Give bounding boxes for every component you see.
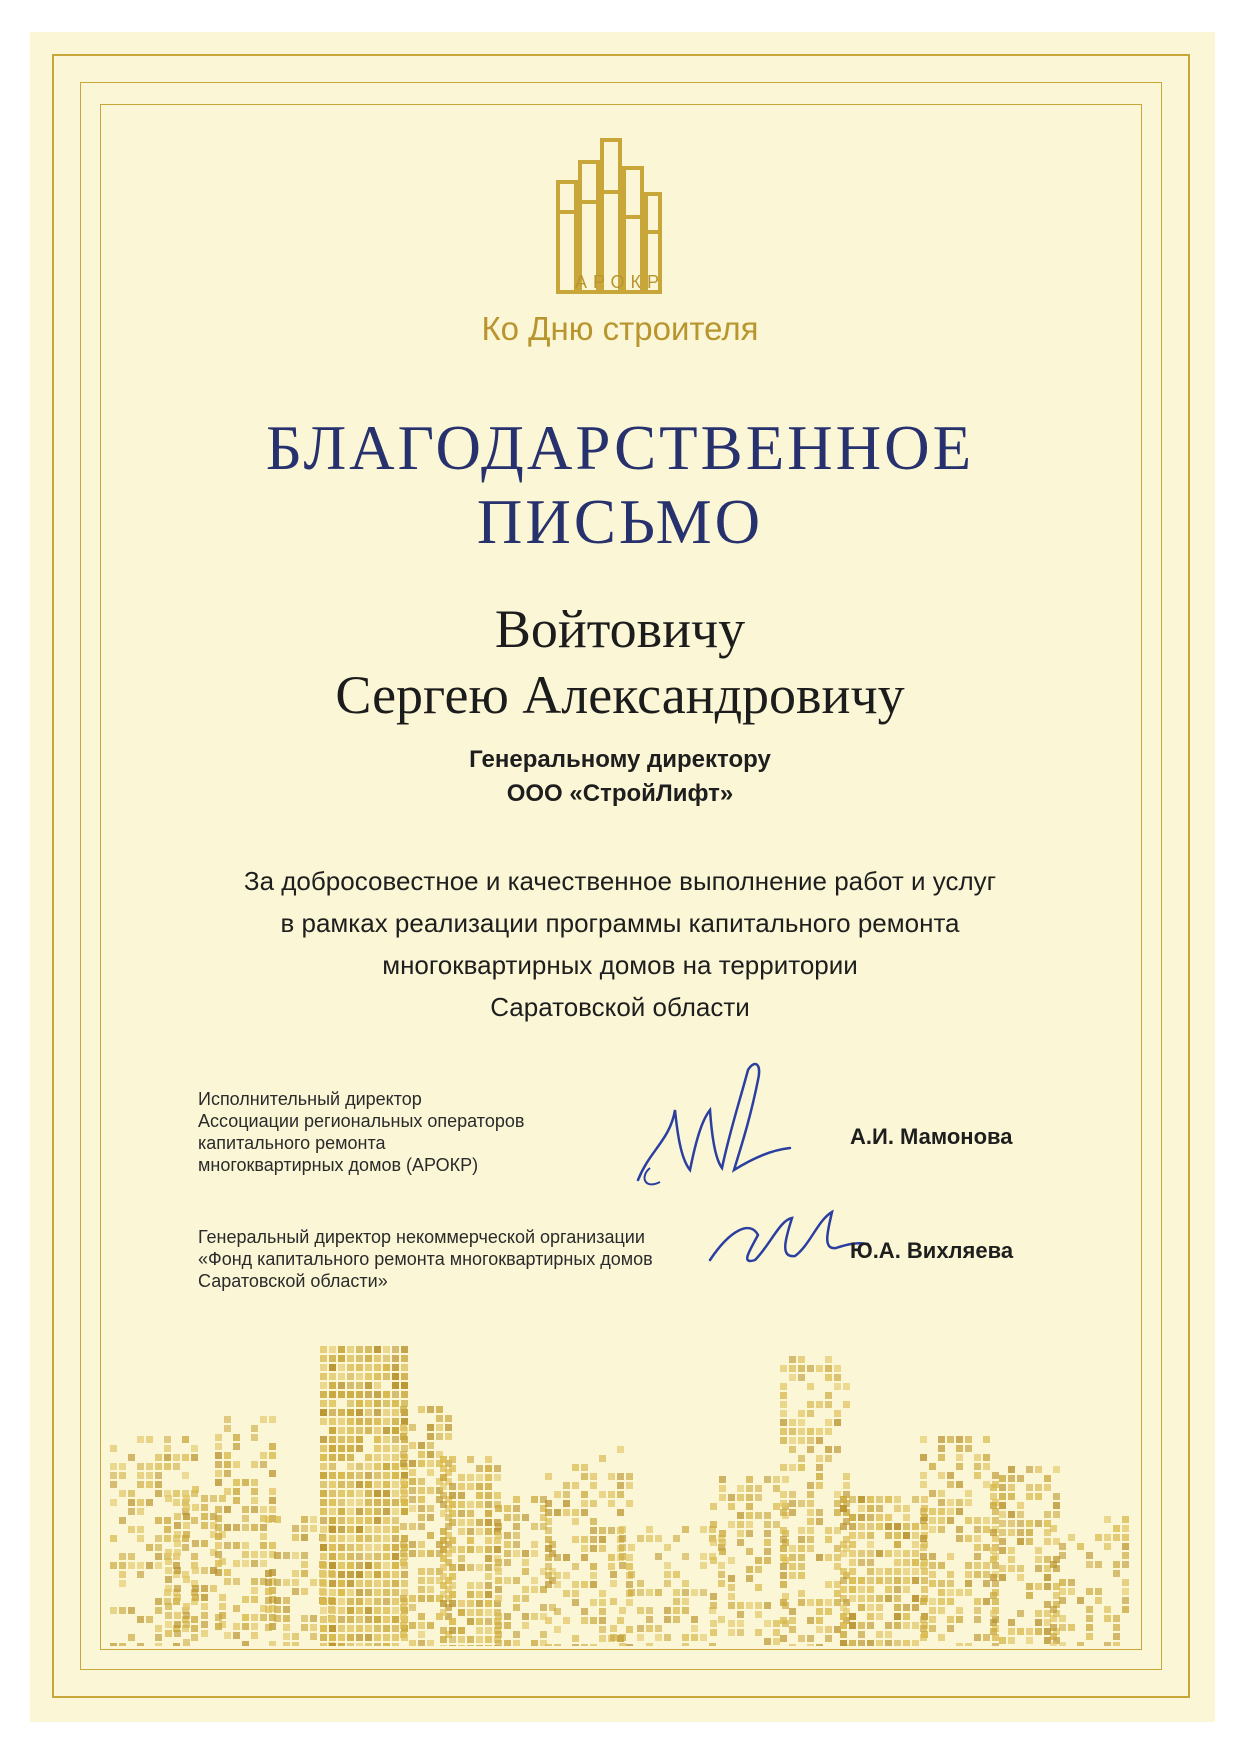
- reason-line: Саратовской области: [490, 992, 750, 1022]
- reason-line: За добросовестное и качественное выполнение работ и услуг: [243, 866, 997, 896]
- signatory-title-line: Ассоциации региональных операторов: [198, 1111, 525, 1131]
- signatory-2-title: [198, 1226, 653, 1292]
- logo-caption: АРОКР: [574, 272, 666, 292]
- recipient-given-names: Сергею Александровичу: [335, 665, 905, 725]
- signatory-title-line: многоквартирных домов (АРОКР): [198, 1155, 479, 1175]
- document-title-line-1: БЛАГОДАРСТВЕННОЕ: [265, 413, 975, 483]
- signatory-1-title: [198, 1088, 524, 1176]
- signature-mamonova-icon: [630, 1050, 800, 1200]
- signatory-title-line: капитального ремонта: [198, 1133, 386, 1153]
- signatory-title-line: Генеральный директор некоммерческой организации: [198, 1227, 645, 1247]
- reason-line: многоквартирных домов на территории: [382, 950, 858, 980]
- signatory-1-name: А.И. Мамонова: [850, 1124, 1013, 1149]
- signatory-title-line: «Фонд капитального ремонта многоквартирных домов: [198, 1249, 653, 1269]
- signature-vikhlyaeva-icon: [700, 1190, 870, 1280]
- signatory-2-name: Ю.А. Вихляева: [850, 1238, 1014, 1263]
- reason-line: в рамках реализации программы капитального ремонта: [280, 908, 960, 938]
- signatory-title-line: Исполнительный директор: [198, 1089, 422, 1109]
- recipient-position: Генеральному директору: [469, 746, 771, 773]
- recipient-surname: Войтовичу: [494, 599, 746, 659]
- recipient-company: ООО «СтройЛифт»: [506, 780, 734, 807]
- signatory-title-line: Саратовской области»: [198, 1271, 388, 1291]
- city-skyline-decoration-icon: [110, 1340, 1130, 1646]
- occasion-heading: Ко Дню строителя: [481, 310, 759, 347]
- document-title-line-2: ПИСЬМО: [476, 487, 764, 557]
